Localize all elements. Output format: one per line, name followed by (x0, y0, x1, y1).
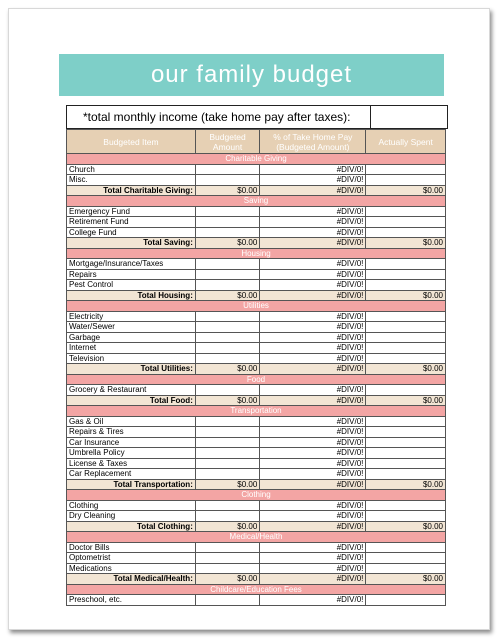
section-title: Childcare/Education Fees (67, 584, 446, 595)
actual-spent-cell[interactable] (366, 448, 446, 459)
total-label: Total Saving: (67, 238, 196, 249)
budgeted-amount-cell[interactable] (195, 437, 259, 448)
pct-cell: #DIV/0! (260, 595, 366, 606)
table-row (67, 280, 446, 291)
pct-cell: #DIV/0! (260, 469, 366, 480)
page-title: our family budget (59, 54, 444, 96)
total-budgeted: $0.00 (195, 185, 259, 196)
budgeted-amount-cell[interactable] (195, 206, 259, 217)
budget-item-label: College Fund (67, 227, 196, 238)
table-row (67, 227, 446, 238)
actual-spent-cell[interactable] (366, 322, 446, 333)
pct-cell: #DIV/0! (260, 427, 366, 438)
budget-item-label: Grocery & Restaurant (67, 385, 196, 396)
budget-item-label: Pest Control (67, 280, 196, 291)
pct-cell: #DIV/0! (260, 217, 366, 228)
table-row (67, 217, 446, 228)
actual-spent-cell[interactable] (366, 469, 446, 480)
total-budgeted: $0.00 (195, 364, 259, 375)
budget-item-label: Emergency Fund (67, 206, 196, 217)
budgeted-amount-cell[interactable] (195, 269, 259, 280)
actual-spent-cell[interactable] (366, 343, 446, 354)
budgeted-amount-cell[interactable] (195, 175, 259, 186)
total-budgeted: $0.00 (195, 479, 259, 490)
budget-item-label: Retirement Fund (67, 217, 196, 228)
budgeted-amount-cell[interactable] (195, 322, 259, 333)
income-input[interactable] (370, 106, 447, 128)
actual-spent-cell[interactable] (366, 416, 446, 427)
actual-spent-cell[interactable] (366, 458, 446, 469)
actual-spent-cell[interactable] (366, 553, 446, 564)
table-row (67, 511, 446, 522)
header-pct: % of Take Home Pay (Budgeted Amount) (260, 130, 366, 154)
budgeted-amount-cell[interactable] (195, 458, 259, 469)
pct-cell: #DIV/0! (260, 164, 366, 175)
table-row (67, 458, 446, 469)
table-row (67, 542, 446, 553)
budgeted-amount-cell[interactable] (195, 448, 259, 459)
pct-cell: #DIV/0! (260, 227, 366, 238)
section-title: Clothing (67, 490, 446, 501)
pct-cell: #DIV/0! (260, 563, 366, 574)
table-row (67, 563, 446, 574)
total-label: Total Transportation: (67, 479, 196, 490)
pct-cell: #DIV/0! (260, 322, 366, 333)
table-row (67, 206, 446, 217)
actual-spent-cell[interactable] (366, 175, 446, 186)
actual-spent-cell[interactable] (366, 164, 446, 175)
total-spent: $0.00 (366, 185, 446, 196)
actual-spent-cell[interactable] (366, 500, 446, 511)
total-row (67, 479, 446, 490)
total-spent: $0.00 (366, 395, 446, 406)
total-budgeted: $0.00 (195, 238, 259, 249)
section-title: Utilities (67, 301, 446, 312)
pct-cell: #DIV/0! (260, 269, 366, 280)
budgeted-amount-cell[interactable] (195, 511, 259, 522)
pct-cell: #DIV/0! (260, 458, 366, 469)
total-label: Total Clothing: (67, 521, 196, 532)
pct-cell: #DIV/0! (260, 353, 366, 364)
budget-item-label: Umbrella Policy (67, 448, 196, 459)
section-header (67, 248, 446, 259)
budgeted-amount-cell[interactable] (195, 311, 259, 322)
pct-cell: #DIV/0! (260, 343, 366, 354)
budgeted-amount-cell[interactable] (195, 217, 259, 228)
total-spent: $0.00 (366, 574, 446, 585)
budget-body (67, 154, 446, 606)
budget-page (8, 8, 490, 630)
pct-cell: #DIV/0! (260, 259, 366, 270)
actual-spent-cell[interactable] (366, 311, 446, 322)
budget-item-label: Car Insurance (67, 437, 196, 448)
table-row (67, 448, 446, 459)
budget-item-label: Electricity (67, 311, 196, 322)
table-row (67, 164, 446, 175)
income-label: *total monthly income (take home pay after taxes): (83, 110, 351, 124)
total-pct: #DIV/0! (260, 238, 366, 249)
budgeted-amount-cell[interactable] (195, 227, 259, 238)
total-label: Total Medical/Health: (67, 574, 196, 585)
section-title: Housing (67, 248, 446, 259)
actual-spent-cell[interactable] (366, 563, 446, 574)
section-header (67, 584, 446, 595)
table-row (67, 332, 446, 343)
budget-item-label: Clothing (67, 500, 196, 511)
table-row (67, 427, 446, 438)
total-spent: $0.00 (366, 238, 446, 249)
pct-cell: #DIV/0! (260, 448, 366, 459)
budgeted-amount-cell[interactable] (195, 595, 259, 606)
section-title: Charitable Giving (67, 154, 446, 165)
pct-cell: #DIV/0! (260, 511, 366, 522)
table-row (67, 343, 446, 354)
table-row (67, 437, 446, 448)
budget-item-label: Medications (67, 563, 196, 574)
total-row (67, 521, 446, 532)
total-label: Total Utilities: (67, 364, 196, 375)
actual-spent-cell[interactable] (366, 542, 446, 553)
budgeted-amount-cell[interactable] (195, 353, 259, 364)
budgeted-amount-cell[interactable] (195, 164, 259, 175)
budget-table (66, 129, 446, 606)
budgeted-amount-cell[interactable] (195, 500, 259, 511)
actual-spent-cell[interactable] (366, 332, 446, 343)
section-header (67, 196, 446, 207)
actual-spent-cell[interactable] (366, 217, 446, 228)
actual-spent-cell[interactable] (366, 595, 446, 606)
budget-item-label: Church (67, 164, 196, 175)
pct-cell: #DIV/0! (260, 437, 366, 448)
table-row (67, 353, 446, 364)
header-budgeted: Budgeted Amount (195, 130, 259, 154)
budget-item-label: Optometrist (67, 553, 196, 564)
budgeted-amount-cell[interactable] (195, 416, 259, 427)
total-label: Total Housing: (67, 290, 196, 301)
income-row (66, 105, 448, 129)
total-budgeted: $0.00 (195, 521, 259, 532)
header-row (67, 130, 446, 154)
total-row (67, 290, 446, 301)
table-row (67, 416, 446, 427)
budget-item-label: Television (67, 353, 196, 364)
total-pct: #DIV/0! (260, 479, 366, 490)
budget-item-label: Repairs (67, 269, 196, 280)
actual-spent-cell[interactable] (366, 437, 446, 448)
actual-spent-cell[interactable] (366, 427, 446, 438)
pct-cell: #DIV/0! (260, 311, 366, 322)
actual-spent-cell[interactable] (366, 206, 446, 217)
pct-cell: #DIV/0! (260, 280, 366, 291)
total-row (67, 395, 446, 406)
total-budgeted: $0.00 (195, 574, 259, 585)
header-spent: Actually Spent (366, 130, 446, 154)
total-budgeted: $0.00 (195, 395, 259, 406)
table-row (67, 385, 446, 396)
total-pct: #DIV/0! (260, 290, 366, 301)
budget-item-label: Internet (67, 343, 196, 354)
section-header (67, 490, 446, 501)
budget-item-label: Car Replacement (67, 469, 196, 480)
budget-item-label: Misc. (67, 175, 196, 186)
pct-cell: #DIV/0! (260, 206, 366, 217)
table-row (67, 500, 446, 511)
table-row (67, 175, 446, 186)
total-spent: $0.00 (366, 364, 446, 375)
actual-spent-cell[interactable] (366, 269, 446, 280)
actual-spent-cell[interactable] (366, 280, 446, 291)
total-row (67, 574, 446, 585)
section-title: Saving (67, 196, 446, 207)
actual-spent-cell[interactable] (366, 259, 446, 270)
total-spent: $0.00 (366, 290, 446, 301)
budgeted-amount-cell[interactable] (195, 385, 259, 396)
budget-item-label: Water/Sewer (67, 322, 196, 333)
actual-spent-cell[interactable] (366, 227, 446, 238)
budgeted-amount-cell[interactable] (195, 563, 259, 574)
section-title: Transportation (67, 406, 446, 417)
budget-item-label: Garbage (67, 332, 196, 343)
budget-item-label: Repairs & Tires (67, 427, 196, 438)
section-title: Medical/Health (67, 532, 446, 543)
total-label: Total Charitable Giving: (67, 185, 196, 196)
section-header (67, 532, 446, 543)
total-spent: $0.00 (366, 479, 446, 490)
total-pct: #DIV/0! (260, 395, 366, 406)
table-row (67, 595, 446, 606)
budget-item-label: License & Taxes (67, 458, 196, 469)
total-row (67, 364, 446, 375)
table-row (67, 553, 446, 564)
budget-item-label: Doctor Bills (67, 542, 196, 553)
total-row (67, 185, 446, 196)
budgeted-amount-cell[interactable] (195, 259, 259, 270)
pct-cell: #DIV/0! (260, 500, 366, 511)
total-label: Total Food: (67, 395, 196, 406)
pct-cell: #DIV/0! (260, 332, 366, 343)
table-row (67, 311, 446, 322)
total-pct: #DIV/0! (260, 521, 366, 532)
section-header (67, 406, 446, 417)
section-header (67, 154, 446, 165)
section-header (67, 301, 446, 312)
section-header (67, 374, 446, 385)
pct-cell: #DIV/0! (260, 175, 366, 186)
actual-spent-cell[interactable] (366, 385, 446, 396)
total-spent: $0.00 (366, 521, 446, 532)
pct-cell: #DIV/0! (260, 553, 366, 564)
budgeted-amount-cell[interactable] (195, 553, 259, 564)
header-item: Budgeted Item (67, 130, 196, 154)
budgeted-amount-cell[interactable] (195, 343, 259, 354)
budget-item-label: Mortgage/Insurance/Taxes (67, 259, 196, 270)
table-row (67, 469, 446, 480)
budgeted-amount-cell[interactable] (195, 280, 259, 291)
budgeted-amount-cell[interactable] (195, 469, 259, 480)
total-row (67, 238, 446, 249)
actual-spent-cell[interactable] (366, 353, 446, 364)
total-pct: #DIV/0! (260, 364, 366, 375)
budget-item-label: Gas & Oil (67, 416, 196, 427)
budgeted-amount-cell[interactable] (195, 427, 259, 438)
table-row (67, 322, 446, 333)
pct-cell: #DIV/0! (260, 416, 366, 427)
budget-item-label: Preschool, etc. (67, 595, 196, 606)
table-row (67, 259, 446, 270)
total-budgeted: $0.00 (195, 290, 259, 301)
table-row (67, 269, 446, 280)
budgeted-amount-cell[interactable] (195, 332, 259, 343)
budgeted-amount-cell[interactable] (195, 542, 259, 553)
section-title: Food (67, 374, 446, 385)
actual-spent-cell[interactable] (366, 511, 446, 522)
total-pct: #DIV/0! (260, 574, 366, 585)
total-pct: #DIV/0! (260, 185, 366, 196)
pct-cell: #DIV/0! (260, 385, 366, 396)
pct-cell: #DIV/0! (260, 542, 366, 553)
budget-item-label: Dry Cleaning (67, 511, 196, 522)
